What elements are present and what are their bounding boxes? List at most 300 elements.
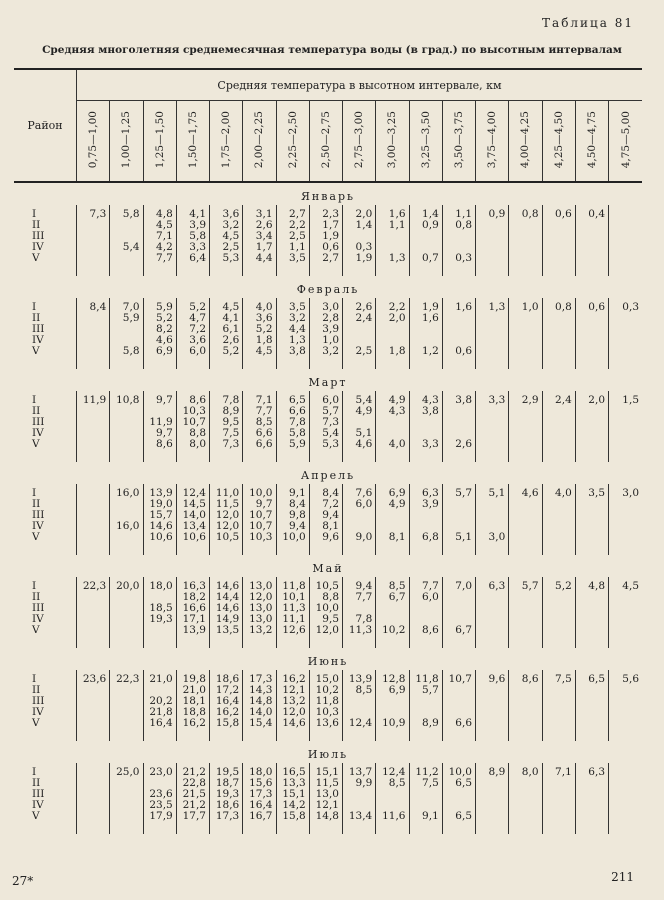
temperature-cell: 5,1: [476, 484, 509, 499]
temperature-cell: [542, 789, 575, 800]
district-label: V: [32, 346, 40, 357]
temperature-cell: 14,2: [276, 800, 309, 811]
temperature-cell: [509, 346, 542, 369]
temperature-cell: 17,3: [243, 789, 276, 800]
temperature-cell: 6,6: [442, 718, 475, 741]
temperature-cell: 7,8: [276, 417, 309, 428]
district-label: II: [32, 406, 41, 417]
temperature-cell: [509, 789, 542, 800]
temperature-cell: 14,6: [210, 577, 243, 592]
interval-column-header: [376, 101, 409, 183]
district-label: IV: [32, 614, 44, 625]
temperature-cell: [143, 685, 176, 696]
temperature-cell: [609, 313, 643, 324]
temperature-cell: [509, 253, 542, 276]
temperature-cell: 10,2: [309, 685, 342, 696]
temperature-cell: 8,0: [176, 439, 209, 462]
district-label: I: [32, 301, 37, 313]
temperature-cell: [509, 406, 542, 417]
month-heading: Май: [312, 562, 344, 575]
temperature-cell: [442, 324, 475, 335]
temperature-cell: 0,6: [442, 346, 475, 369]
table-row: [14, 800, 642, 811]
temperature-cell: 14,4: [210, 592, 243, 603]
temperature-cell: 10,9: [376, 718, 409, 741]
temperature-cell: 2,6: [243, 220, 276, 231]
temperature-cell: [110, 231, 143, 242]
temperature-cell: [77, 428, 110, 439]
temperature-cell: 13,9: [143, 484, 176, 499]
table-row: [14, 778, 642, 789]
temperature-cell: [110, 603, 143, 614]
temperature-cell: 3,5: [276, 298, 309, 313]
temperature-cell: 0,6: [575, 298, 608, 313]
temperature-cell: [542, 603, 575, 614]
temperature-cell: [77, 484, 110, 499]
temperature-cell: 4,8: [143, 205, 176, 220]
temperature-cell: [143, 406, 176, 417]
temperature-cell: [542, 811, 575, 834]
temperature-cell: 3,8: [276, 346, 309, 369]
temperature-cell: [376, 614, 409, 625]
temperature-cell: [575, 592, 608, 603]
temperature-cell: [609, 592, 643, 603]
temperature-cell: 23,5: [143, 800, 176, 811]
temperature-cell: [476, 313, 509, 324]
temperature-cell: 22,8: [176, 778, 209, 789]
district-label: III: [32, 510, 45, 521]
temperature-cell: 3,4: [243, 231, 276, 242]
temperature-cell: [442, 521, 475, 532]
temperature-cell: 10,7: [243, 510, 276, 521]
temperature-cell: [509, 614, 542, 625]
temperature-cell: [409, 800, 442, 811]
table-row: [14, 220, 642, 231]
temperature-cell: 10,0: [442, 763, 475, 778]
temperature-cell: [442, 800, 475, 811]
temperature-cell: 12,6: [276, 625, 309, 648]
temperature-cell: [442, 335, 475, 346]
temperature-cell: [77, 406, 110, 417]
temperature-cell: 8,8: [309, 592, 342, 603]
district-label: IV: [32, 335, 44, 346]
temperature-cell: 1,4: [343, 220, 376, 231]
temperature-cell: 14,6: [276, 718, 309, 741]
temperature-cell: 21,2: [176, 800, 209, 811]
temperature-cell: 12,0: [210, 521, 243, 532]
temperature-cell: 7,5: [542, 670, 575, 685]
temperature-cell: 1,5: [609, 391, 643, 406]
temperature-cell: [509, 625, 542, 648]
temperature-cell: [575, 510, 608, 521]
district-label: III: [32, 324, 45, 335]
table-row: [14, 313, 642, 324]
temperature-cell: [442, 406, 475, 417]
temperature-cell: 5,9: [143, 298, 176, 313]
temperature-cell: [376, 603, 409, 614]
interval-column-header: [609, 101, 643, 183]
temperature-cell: [542, 428, 575, 439]
temperature-cell: [77, 231, 110, 242]
temperature-cell: 7,5: [409, 778, 442, 789]
temperature-cell: [509, 778, 542, 789]
temperature-cell: 10,0: [309, 603, 342, 614]
temperature-cell: 4,9: [376, 499, 409, 510]
temperature-cell: [343, 231, 376, 242]
temperature-cell: [77, 439, 110, 462]
month-heading-row: [14, 555, 642, 577]
temperature-cell: 6,4: [176, 253, 209, 276]
temperature-cell: [575, 811, 608, 834]
temperature-cell: [509, 532, 542, 555]
temperature-cell: [542, 696, 575, 707]
temperature-cell: 14,6: [210, 603, 243, 614]
temperature-cell: [542, 231, 575, 242]
temperature-cell: 9,5: [309, 614, 342, 625]
temperature-cell: [77, 592, 110, 603]
temperature-cell: [409, 417, 442, 428]
temperature-cell: 1,6: [376, 205, 409, 220]
temperature-cell: [343, 324, 376, 335]
temperature-cell: 15,7: [143, 510, 176, 521]
temperature-cell: 7,3: [77, 205, 110, 220]
temperature-cell: 3,9: [309, 324, 342, 335]
temperature-cell: [409, 707, 442, 718]
table-row: [14, 417, 642, 428]
temperature-cell: 3,5: [575, 484, 608, 499]
temperature-cell: 13,7: [343, 763, 376, 778]
temperature-cell: 6,3: [575, 763, 608, 778]
temperature-cell: 1,1: [376, 220, 409, 231]
temperature-cell: [442, 696, 475, 707]
temperature-cell: [509, 335, 542, 346]
temperature-cell: [509, 811, 542, 834]
temperature-cell: 11,8: [409, 670, 442, 685]
district-label: V: [32, 718, 40, 729]
temperature-cell: 11,9: [77, 391, 110, 406]
temperature-cell: 2,5: [343, 346, 376, 369]
temperature-cell: [77, 521, 110, 532]
temperature-cell: 4,6: [509, 484, 542, 499]
temperature-cell: 2,5: [276, 231, 309, 242]
temperature-cell: 2,8: [309, 313, 342, 324]
temperature-cell: [542, 592, 575, 603]
temperature-cell: 8,6: [409, 625, 442, 648]
temperature-cell: [476, 614, 509, 625]
temperature-cell: [542, 707, 575, 718]
temperature-cell: [77, 346, 110, 369]
interval-column-header: [575, 101, 608, 183]
temperature-cell: [376, 800, 409, 811]
temperature-cell: [575, 324, 608, 335]
temperature-cell: [442, 685, 475, 696]
temperature-cell: 5,9: [110, 313, 143, 324]
temperature-cell: [575, 521, 608, 532]
temperature-cell: 5,2: [210, 346, 243, 369]
table-row: [14, 346, 642, 369]
interval-label: 3,00—3,25: [386, 110, 399, 169]
temperature-cell: 0,7: [409, 253, 442, 276]
temperature-cell: 5,9: [276, 439, 309, 462]
temperature-cell: [476, 335, 509, 346]
temperature-cell: 12,4: [176, 484, 209, 499]
temperature-cell: 7,3: [210, 439, 243, 462]
temperature-cell: 2,5: [210, 242, 243, 253]
temperature-cell: 15,1: [276, 789, 309, 800]
temperature-cell: 4,1: [176, 205, 209, 220]
table-row: [14, 696, 642, 707]
district-label: V: [32, 439, 40, 450]
temperature-cell: [609, 499, 643, 510]
temperature-cell: 14,0: [243, 707, 276, 718]
temperature-cell: 5,3: [210, 253, 243, 276]
interval-column-header: [343, 101, 376, 183]
temperature-cell: [509, 242, 542, 253]
district-label: I: [32, 580, 37, 592]
temperature-cell: 11,3: [276, 603, 309, 614]
temperature-cell: [575, 439, 608, 462]
interval-label: 4,50—4,75: [585, 110, 598, 169]
temperature-cell: 3,2: [309, 346, 342, 369]
temperature-cell: 5,8: [110, 346, 143, 369]
temperature-cell: 7,0: [442, 577, 475, 592]
temperature-cell: 4,5: [609, 577, 643, 592]
temperature-cell: 17,7: [176, 811, 209, 834]
temperature-cell: 1,0: [309, 335, 342, 346]
table-row: [14, 707, 642, 718]
temperature-cell: [575, 778, 608, 789]
temperature-cell: 11,5: [210, 499, 243, 510]
table-row: [14, 391, 642, 406]
temperature-cell: 5,2: [176, 298, 209, 313]
temperature-cell: [343, 335, 376, 346]
temperature-cell: 9,9: [343, 778, 376, 789]
temperature-cell: 6,7: [376, 592, 409, 603]
temperature-cell: [509, 592, 542, 603]
temperature-cell: [509, 800, 542, 811]
temperature-cell: [609, 406, 643, 417]
temperature-cell: [343, 800, 376, 811]
month-heading-row: [14, 182, 642, 205]
temperature-cell: 3,5: [276, 253, 309, 276]
temperature-cell: 0,8: [509, 205, 542, 220]
temperature-cell: [110, 592, 143, 603]
temperature-cell: [609, 614, 643, 625]
temperature-cell: 17,9: [143, 811, 176, 834]
temperature-cell: 14,8: [243, 696, 276, 707]
temperature-cell: 23,0: [143, 763, 176, 778]
temperature-cell: 1,3: [376, 253, 409, 276]
temperature-cell: [609, 763, 643, 778]
temperature-cell: 6,0: [176, 346, 209, 369]
temperature-cell: [110, 685, 143, 696]
temperature-cell: 1,0: [509, 298, 542, 313]
temperature-cell: [542, 499, 575, 510]
table-row: [14, 670, 642, 685]
district-label: II: [32, 592, 41, 603]
table-row: [14, 811, 642, 834]
temperature-cell: [542, 685, 575, 696]
temperature-cell: [77, 614, 110, 625]
month-heading: Февраль: [296, 283, 360, 296]
temperature-cell: 6,5: [442, 811, 475, 834]
month-heading-row: [14, 462, 642, 484]
table-row: [14, 428, 642, 439]
temperature-cell: [509, 439, 542, 462]
temperature-cell: [509, 603, 542, 614]
temperature-cell: 8,1: [376, 532, 409, 555]
temperature-cell: 4,7: [176, 313, 209, 324]
temperature-cell: 12,0: [276, 707, 309, 718]
temperature-cell: 5,8: [276, 428, 309, 439]
temperature-cell: 20,0: [110, 577, 143, 592]
temperature-cell: 11,6: [376, 811, 409, 834]
interval-label: 3,25—3,50: [419, 110, 432, 169]
temperature-cell: [476, 231, 509, 242]
temperature-cell: 12,0: [309, 625, 342, 648]
temperature-cell: 2,7: [309, 253, 342, 276]
temperature-cell: 18,6: [210, 800, 243, 811]
temperature-cell: 2,4: [343, 313, 376, 324]
temperature-cell: 10,3: [309, 707, 342, 718]
temperature-cell: [575, 428, 608, 439]
temperature-cell: 19,8: [176, 670, 209, 685]
temperature-cell: [77, 499, 110, 510]
district-label: III: [32, 789, 45, 800]
temperature-cell: [609, 603, 643, 614]
temperature-cell: 0,3: [609, 298, 643, 313]
temperature-cell: [442, 417, 475, 428]
temperature-cell: [476, 428, 509, 439]
temperature-cell: 4,8: [575, 577, 608, 592]
temperature-cell: [609, 242, 643, 253]
temperature-cell: [376, 521, 409, 532]
temperature-cell: 8,9: [476, 763, 509, 778]
temperature-cell: 11,3: [343, 625, 376, 648]
temperature-cell: 19,5: [210, 763, 243, 778]
temperature-cell: [77, 510, 110, 521]
interval-column-header: [442, 101, 475, 183]
table-row: [14, 592, 642, 603]
district-label: II: [32, 778, 41, 789]
temperature-cell: 12,0: [243, 592, 276, 603]
temperature-cell: 14,5: [176, 499, 209, 510]
temperature-cell: 3,6: [243, 313, 276, 324]
temperature-cell: 5,7: [509, 577, 542, 592]
temperature-cell: 0,6: [542, 205, 575, 220]
temperature-cell: 3,3: [476, 391, 509, 406]
temperature-cell: 14,9: [210, 614, 243, 625]
temperature-cell: [575, 603, 608, 614]
temperature-cell: 5,4: [309, 428, 342, 439]
temperature-cell: [575, 685, 608, 696]
table-row: [14, 335, 642, 346]
temperature-cell: [575, 532, 608, 555]
interval-column-header: [476, 101, 509, 183]
temperature-cell: 14,6: [143, 521, 176, 532]
temperature-cell: 7,5: [210, 428, 243, 439]
temperature-cell: 13,4: [176, 521, 209, 532]
interval-label: 4,75—5,00: [619, 110, 632, 169]
temperature-cell: 5,1: [442, 532, 475, 555]
temperature-cell: [575, 220, 608, 231]
temperature-cell: 9,8: [276, 510, 309, 521]
temperature-cell: [476, 499, 509, 510]
temperature-cell: 7,2: [176, 324, 209, 335]
temperature-cell: 16,0: [110, 484, 143, 499]
temperature-cell: 2,7: [276, 205, 309, 220]
temperature-cell: 5,2: [542, 577, 575, 592]
temperature-cell: 19,3: [143, 614, 176, 625]
temperature-cell: 11,5: [309, 778, 342, 789]
table-row: [14, 510, 642, 521]
temperature-cell: [476, 696, 509, 707]
temperature-cell: [409, 614, 442, 625]
temperature-cell: 2,0: [376, 313, 409, 324]
temperature-cell: 15,6: [243, 778, 276, 789]
temperature-cell: 7,6: [343, 484, 376, 499]
temperature-cell: [143, 592, 176, 603]
temperature-cell: 1,7: [243, 242, 276, 253]
temperature-cell: 8,4: [77, 298, 110, 313]
temperature-cell: [110, 778, 143, 789]
temperature-cell: 12,1: [309, 800, 342, 811]
district-label: II: [32, 220, 41, 231]
interval-group-header: Средняя температура в высотном интервале, км: [77, 69, 643, 101]
temperature-cell: 6,3: [409, 484, 442, 499]
temperature-cell: 2,9: [509, 391, 542, 406]
temperature-cell: 6,6: [243, 428, 276, 439]
temperature-cell: 3,6: [210, 205, 243, 220]
temperature-cell: 4,4: [276, 324, 309, 335]
temperature-cell: [442, 231, 475, 242]
interval-column-header: [77, 101, 110, 183]
temperature-cell: [609, 205, 643, 220]
temperature-cell: 19,3: [210, 789, 243, 800]
temperature-cell: 17,3: [210, 811, 243, 834]
temperature-cell: 18,6: [210, 670, 243, 685]
temperature-cell: 3,8: [409, 406, 442, 417]
district-label: I: [32, 208, 37, 220]
temperature-cell: [77, 789, 110, 800]
temperature-cell: 9,5: [210, 417, 243, 428]
temperature-cell: [110, 614, 143, 625]
temperature-cell: [575, 614, 608, 625]
temperature-cell: 6,5: [276, 391, 309, 406]
temperature-cell: [575, 313, 608, 324]
temperature-cell: 4,9: [376, 391, 409, 406]
temperature-cell: 7,2: [309, 499, 342, 510]
month-heading: Апрель: [300, 469, 356, 482]
temperature-cell: 8,6: [176, 391, 209, 406]
temperature-cell: [609, 696, 643, 707]
temperature-cell: [77, 220, 110, 231]
temperature-cell: 16,4: [210, 696, 243, 707]
temperature-cell: 1,6: [442, 298, 475, 313]
temperature-cell: 13,2: [243, 625, 276, 648]
temperature-cell: [609, 220, 643, 231]
temperature-cell: [77, 763, 110, 778]
temperature-cell: 10,1: [276, 592, 309, 603]
temperature-cell: 4,9: [343, 406, 376, 417]
temperature-cell: 4,0: [243, 298, 276, 313]
temperature-cell: [476, 253, 509, 276]
temperature-cell: 13,0: [243, 577, 276, 592]
temperature-cell: 7,1: [243, 391, 276, 406]
temperature-cell: 18,8: [176, 707, 209, 718]
temperature-cell: [77, 242, 110, 253]
temperature-cell: [476, 439, 509, 462]
